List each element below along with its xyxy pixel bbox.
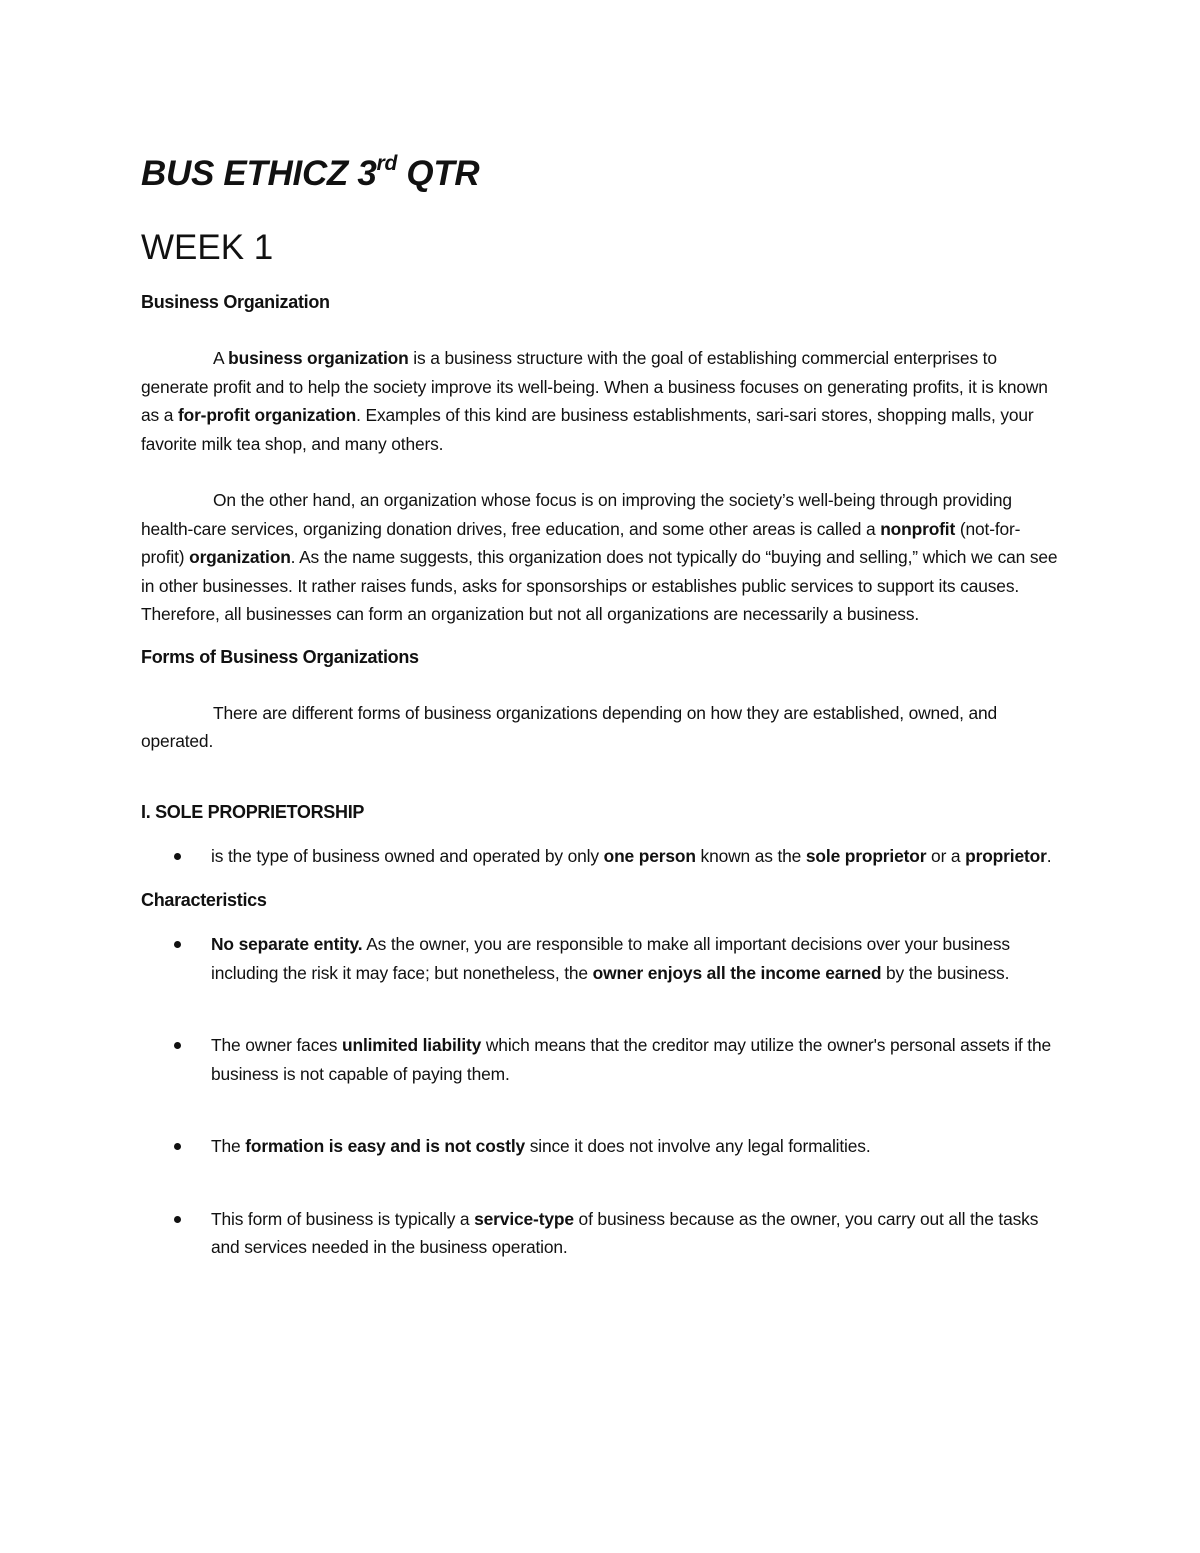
bold-term: nonprofit [880,518,956,539]
text-run: As the owner, you are responsible to make all important decisions over your business including the risk it may face; but nonetheless, the [211,934,1010,983]
business-organization-paragraph [141,344,1061,458]
bold-term: for-profit organization [177,405,357,425]
list-item [141,1205,1061,1262]
document-title [141,150,1061,198]
characteristics-list [141,930,1061,1262]
text-run: which means that the creditor may utilize the owner's personal assets if the business is not capable of paying them. [211,1035,1052,1084]
bold-term: unlimited liability [342,1035,482,1055]
bold-term: one person [603,845,696,866]
text-run: A [213,348,229,368]
week-heading: WEEK 1 [141,228,274,267]
bullet-icon [174,1042,181,1049]
text-run: The owner faces [211,1035,342,1055]
sole-proprietorship-heading: I. SOLE PROPRIETORSHIP [141,801,365,822]
definition-list [141,842,1061,871]
text-run: (not-for-profit) [141,518,1021,567]
bullet-icon [174,941,181,948]
bold-term: owner enjoys all the income earned [592,962,882,983]
text-run: . [1046,845,1052,866]
list-item [141,842,1061,871]
bold-term: organization [189,547,291,567]
document-page [141,150,1061,1262]
text-run: is the type of business owned and operated by only [211,845,604,866]
characteristics-heading: Characteristics [141,890,267,910]
text-run: of business because as the owner, you carry out all the tasks and services needed in the business operation. [211,1208,1039,1257]
list-item [141,930,1061,987]
list-item [141,1031,1061,1088]
text-run: by the business. [881,962,1010,983]
text-run: or a [926,845,966,866]
text-run: This form of business is typically a [211,1208,475,1229]
bold-term: formation is easy and is not costly [245,1136,526,1156]
bold-term: business organization [228,348,409,368]
text-run: The [211,1136,246,1156]
forms-paragraph: There are different forms of business organizations depending on how they are established, owned, and operated. [141,702,998,751]
title-superscript: rd [376,152,397,176]
business-organization-heading: Business Organization [141,292,330,312]
title-main: BUS ETHICZ 3 [141,154,377,193]
bold-term: No separate entity. [211,934,363,954]
title-end: QTR [397,154,480,193]
bold-term: sole proprietor [805,845,927,866]
forms-heading: Forms of Business Organizations [141,646,419,667]
text-run: known as the [695,845,806,866]
bullet-icon [174,1216,181,1223]
text-run: On the other hand, an organization whose focus is on improving the society’s well-being through providing health-care services, organizing donation drives, free education, and some other areas is called a [141,490,1012,539]
bullet-icon [174,853,181,860]
text-run: . As the name suggests, this organization does not typically do “buying and selling,” which we can see in other businesses. It rather raises funds, asks for sponsorships or establishes public services to support its causes. Therefore, all businesses can form an organization but not all organizations are necessarily a business. [141,547,1058,624]
list-item [141,1132,1061,1161]
text-run: since it does not involve any legal formalities. [525,1136,871,1156]
text-run: is a business structure with the goal of establishing commercial enterprises to generate profit and to help the society improve its well-being. When a business focuses on generating profits, it is known as a [141,348,1048,425]
bold-term: service-type [474,1208,574,1229]
text-run: . Examples of this kind are business establishments, sari-sari stores, shopping malls, your favorite milk tea shop, and many others. [141,405,1034,454]
nonprofit-paragraph [141,486,1061,629]
bullet-icon [174,1143,181,1150]
bold-term: proprietor [965,845,1047,866]
